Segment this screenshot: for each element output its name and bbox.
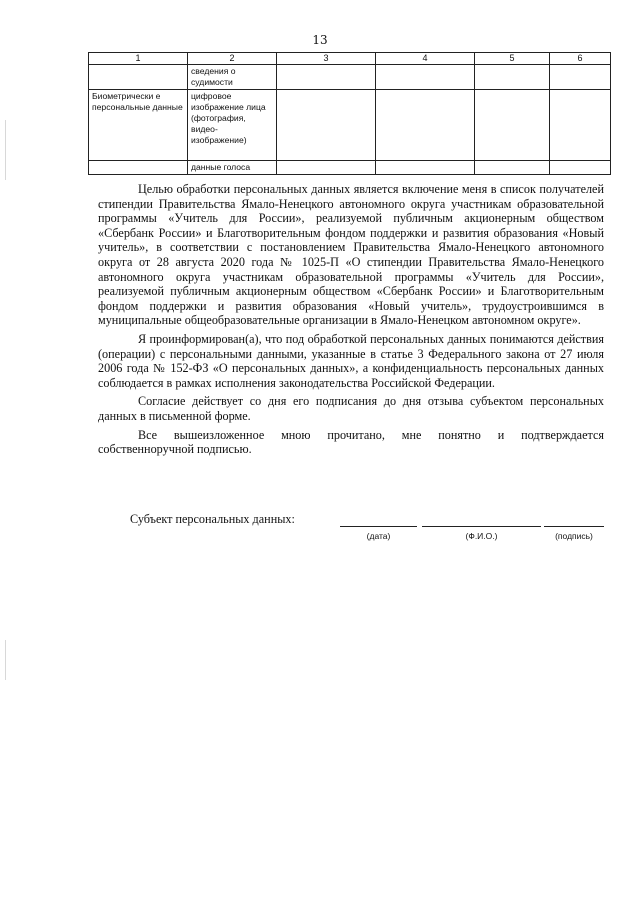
table-cell: цифровое изображение лица (фотография, видео-изображение)	[188, 90, 277, 161]
table-cell	[550, 65, 611, 90]
signature-line[interactable]	[544, 526, 604, 527]
table-row	[89, 161, 611, 175]
table-cell	[550, 90, 611, 161]
table-header-cell: 3	[277, 53, 376, 65]
table-cell	[277, 161, 376, 175]
confirmation-paragraph: Все вышеизложенное мною прочитано, мне понятно и подтверждается собственноручной подписью.	[98, 427, 604, 457]
table-row	[89, 90, 611, 161]
table-header-cell: 1	[89, 53, 188, 65]
table-cell	[475, 65, 550, 90]
table-cell	[475, 90, 550, 161]
table-header-cell: 6	[550, 53, 611, 65]
table-header-cell: 2	[188, 53, 277, 65]
date-line[interactable]	[340, 526, 417, 527]
table-cell	[550, 161, 611, 175]
purpose-paragraph: Целью обработки персональных данных является включение меня в список получателей стипендии Правительства Ямало-Ненецкого автономного округа участникам образовательной программы «Учитель для России», реализуемой публичным акционерным обществом «Сбербанк России» и Благотворительным фондом поддержки и развития образования «Новый учитель», в соответствии с постановлением Правительства Ямало-Ненецкого автономного округа от 28 августа 2020 года № 1025-П «О стипендии Правительства Ямало-Ненецкого автономного округа участникам образовательной программы «Учитель для России», реализуемой публичным акционерным обществом «Сбербанк России» и Благотворительным фондом поддержки и развития образования «Новый учитель», трудоустроившимся в муниципальные общеобразовательные организации в Ямало-Ненецком автономном округе».	[98, 182, 604, 328]
signature-label: Субъект персональных данных:	[130, 512, 295, 526]
table-cell	[89, 161, 188, 175]
date-caption: (дата)	[366, 531, 391, 541]
table-cell: данные голоса	[188, 161, 277, 175]
validity-paragraph: Согласие действует со дня его подписания до дня отзыва субъектом персональных данных в письменной форме.	[98, 394, 604, 423]
consent-text	[98, 182, 604, 461]
table-header-cell: 4	[376, 53, 475, 65]
name-line[interactable]	[422, 526, 541, 527]
table-cell	[376, 161, 475, 175]
table-cell: сведения о судимости	[188, 65, 277, 90]
table-cell	[277, 65, 376, 90]
scan-edge-mark	[5, 120, 6, 180]
signature-caption: (подпись)	[555, 531, 593, 541]
table-cell: Биометрически е персональные данные	[89, 90, 188, 161]
table-cell	[376, 65, 475, 90]
table-header-row	[89, 53, 611, 65]
table-header-cell: 5	[475, 53, 550, 65]
scan-edge-mark	[5, 640, 6, 680]
table-cell	[475, 161, 550, 175]
table-cell	[89, 65, 188, 90]
page-number: 13	[312, 33, 328, 47]
processing-paragraph: Я проинформирован(а), что под обработкой персональных данных понимаются действия (операции) с персональными данными, указанные в статье 3 Федерального закона от 27 июля 2006 года № 152-ФЗ «О персональных данных», а конфиденциальность персональных данных соблюдается в рамках исполнения законодательства Российской Федерации.	[98, 331, 604, 390]
name-caption: (Ф.И.О.)	[465, 531, 498, 541]
personal-data-table	[88, 52, 611, 175]
table-row	[89, 65, 611, 90]
table-cell	[376, 90, 475, 161]
table-cell	[277, 90, 376, 161]
